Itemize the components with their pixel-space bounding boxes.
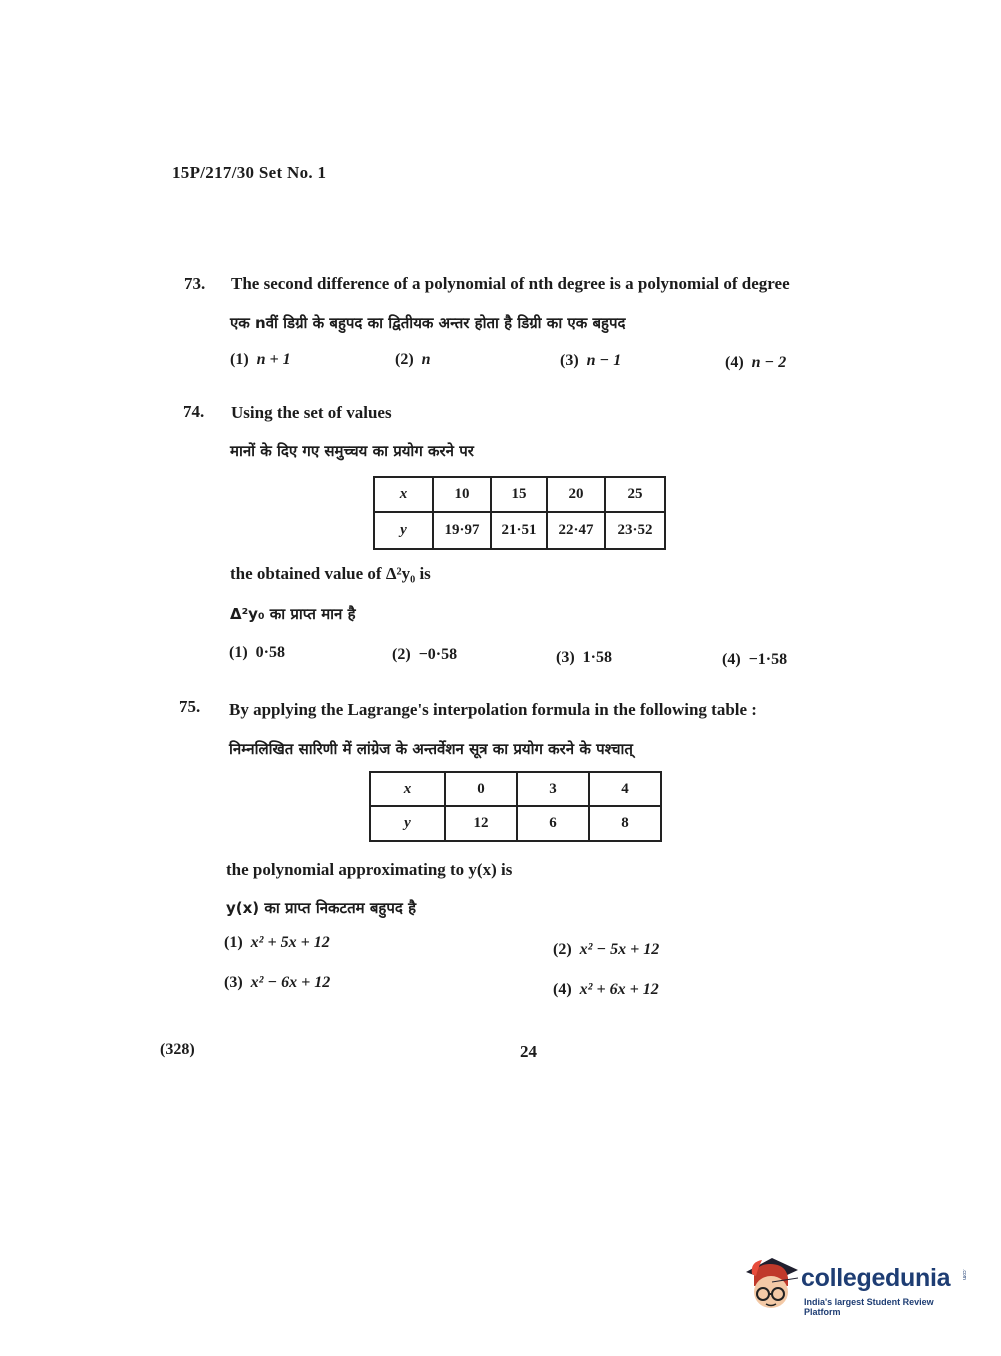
question-text-hindi: एक nवीं डिग्री के बहुपद का द्वितीयक अन्तर होता है डिग्री का एक बहुपद (230, 314, 626, 332)
table-cell: 19·97 (433, 512, 491, 549)
question-text-hindi-2: y(x) का प्राप्त निकटतम बहुपद है (226, 899, 417, 917)
question-text-2: the polynomial approximating to y(x) is (226, 860, 513, 879)
logo-tagline: India's largest Student Review Platform (804, 1297, 934, 1317)
question-text: The second difference of a polynomial of nth degree is a polynomial of degree (231, 274, 790, 293)
table-cell: 0 (445, 772, 517, 806)
question-text: By applying the Lagrange's interpolation formula in the following table : (229, 700, 757, 719)
option-2: (2) n (395, 351, 431, 368)
table-row (374, 512, 665, 549)
set-number: 15P/217/30 Set No. 1 (172, 163, 327, 182)
table-cell: 23·52 (605, 512, 665, 549)
question-text-hindi: निम्नलिखित सारिणी में लांग्रेज के अन्तर्वेशन सूत्र का प्रयोग करने के पश्चात् (229, 740, 633, 758)
mascot-icon (742, 1250, 800, 1316)
table-header-x: x (370, 772, 445, 806)
values-table (369, 771, 662, 842)
logo-com: .com (961, 1269, 967, 1280)
option-2: (2) −0·58 (392, 646, 458, 663)
option-1: (1) 0·58 (229, 644, 285, 661)
option-3: (3) x² − 6x + 12 (224, 974, 331, 991)
table-cell: 12 (445, 806, 517, 841)
question-text-hindi-2: Δ²y₀ का प्राप्त मान है (230, 605, 356, 623)
question-text-hindi: मानों के दिए गए समुच्चय का प्रयोग करने पर (230, 442, 474, 460)
option-4: (4) −1·58 (722, 651, 788, 668)
values-table (373, 476, 666, 550)
question-text-2: the obtained value of Δ²y₀ is (230, 564, 431, 583)
option-1: (1) x² + 5x + 12 (224, 934, 330, 951)
option-4: (4) x² + 6x + 12 (553, 981, 659, 998)
option-1: (1) n + 1 (230, 351, 291, 368)
option-2: (2) x² − 5x + 12 (553, 941, 660, 958)
table-cell: 10 (433, 477, 491, 512)
table-cell: 15 (491, 477, 547, 512)
option-4: (4) n − 2 (725, 354, 787, 371)
logo-name: collegedunia (801, 1264, 951, 1292)
question-text: Using the set of values (231, 403, 392, 422)
table-header-y: y (374, 512, 433, 549)
option-3: (3) 1·58 (556, 649, 612, 666)
table-cell: 3 (517, 772, 589, 806)
page-number: 24 (520, 1042, 537, 1061)
table-cell: 20 (547, 477, 605, 512)
option-3: (3) n − 1 (560, 352, 622, 369)
question-number: 74. (183, 402, 205, 421)
table-header-x: x (374, 477, 433, 512)
table-cell: 6 (517, 806, 589, 841)
table-cell: 4 (589, 772, 661, 806)
paper-code: (328) (160, 1041, 195, 1058)
table-row (370, 772, 661, 806)
question-number: 73. (184, 274, 206, 293)
question-number: 75. (179, 697, 201, 716)
table-cell: 21·51 (491, 512, 547, 549)
table-cell: 25 (605, 477, 665, 512)
collegedunia-logo (742, 1250, 972, 1320)
table-row (374, 477, 665, 512)
table-row (370, 806, 661, 841)
table-header-y: y (370, 806, 445, 841)
table-cell: 8 (589, 806, 661, 841)
table-cell: 22·47 (547, 512, 605, 549)
